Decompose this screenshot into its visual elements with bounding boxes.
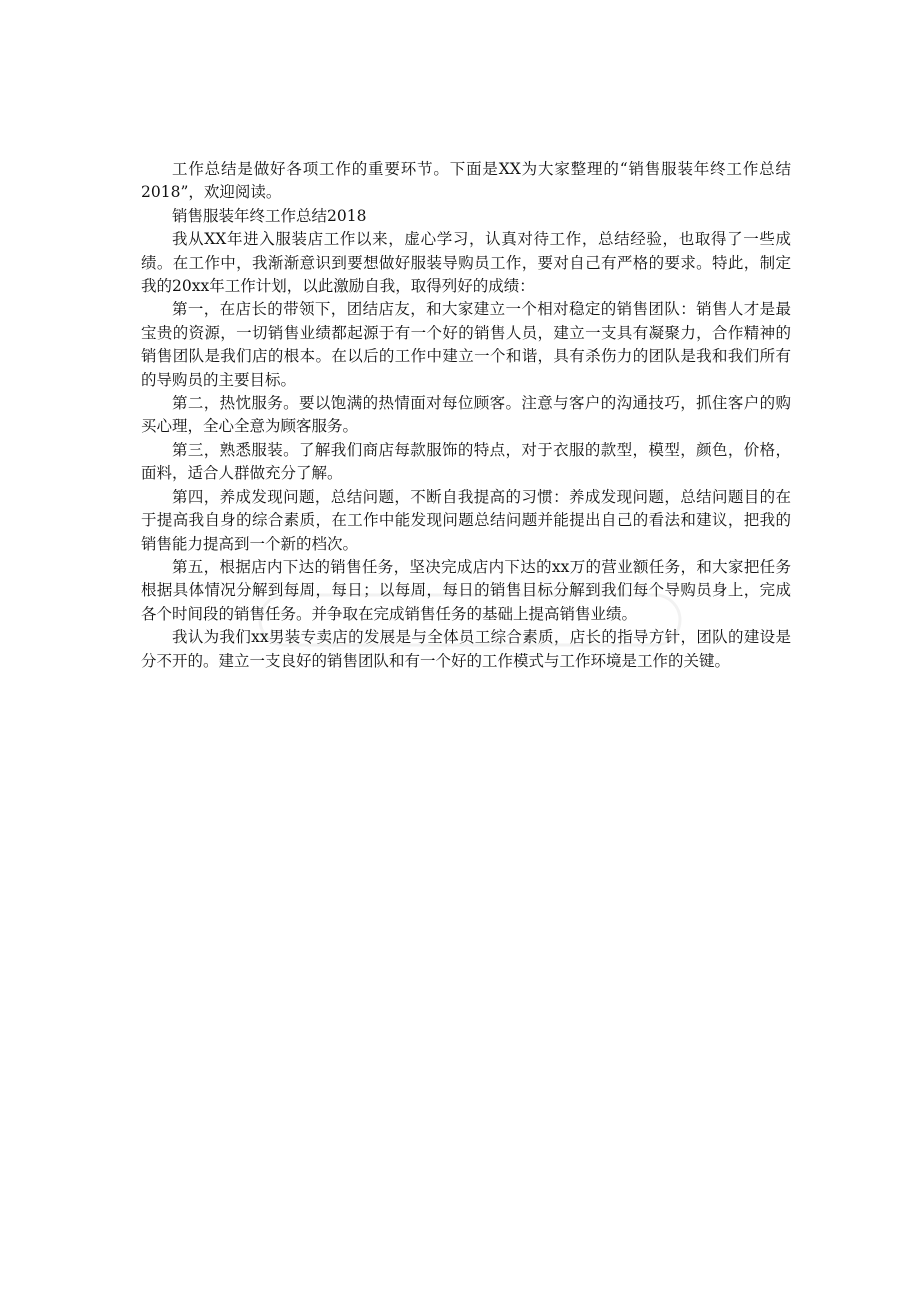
point-three-paragraph: 第三，熟悉服装。了解我们商店每款服饰的特点，对于衣服的款型，模型，颜色，价格，面料，适合人群做充分了解。 bbox=[141, 440, 791, 483]
opening-paragraph: 我从XX年进入服装店工作以来，虚心学习，认真对待工作，总结经验，也取得了一些成绩。在工作中，我渐渐意识到要想做好服装导购员工作，要对自己有严格的要求。特此，制定我的20xx年工作计划，以此激励自我，取得列好的成绩： bbox=[141, 230, 791, 296]
point-one-paragraph: 第一，在店长的带领下，团结店友，和大家建立一个相对稳定的销售团队：销售人才是最宝贵的资源，一切销售业绩都起源于有一个好的销售人员，建立一支具有凝聚力，合作精神的销售团队是我们店的根本。在以后的工作中建立一个和谐，具有杀伤力的团队是我和我们所有的导购员的主要目标。 bbox=[141, 300, 791, 389]
point-two-paragraph: 第二，热忱服务。要以饱满的热情面对每位顾客。注意与客户的沟通技巧，抓住客户的购买心理，全心全意为顾客服务。 bbox=[141, 394, 791, 436]
point-five-paragraph: 第五，根据店内下达的销售任务，坚决完成店内下达的xx万的营业额任务，和大家把任务根据具体情况分解到每周，每日；以每周，每日的销售目标分解到我们每个导购员身上，完成各个时间段的销售任务。并争取在完成销售任务的基础上提高销售业绩。 bbox=[141, 557, 791, 623]
intro-paragraph: 工作总结是做好各项工作的重要环节。下面是XX为大家整理的“销售服装年终工作总结2018”，欢迎阅读。 bbox=[141, 160, 791, 202]
document-body bbox=[141, 158, 791, 673]
point-four-paragraph: 第四，养成发现问题，总结问题，不断自我提高的习惯：养成发现问题，总结问题目的在于提高我自身的综合素质，在工作中能发现问题总结问题并能提出自己的看法和建议，把我的销售能力提高到一个新的档次。 bbox=[141, 487, 791, 553]
closing-paragraph: 我认为我们xx男装专卖店的发展是与全体员工综合素质，店长的指导方针，团队的建设是分不开的。建立一支良好的销售团队和有一个好的工作模式与工作环境是工作的关键。 bbox=[141, 628, 791, 670]
document-title: 销售服装年终工作总结2018 bbox=[172, 206, 367, 225]
